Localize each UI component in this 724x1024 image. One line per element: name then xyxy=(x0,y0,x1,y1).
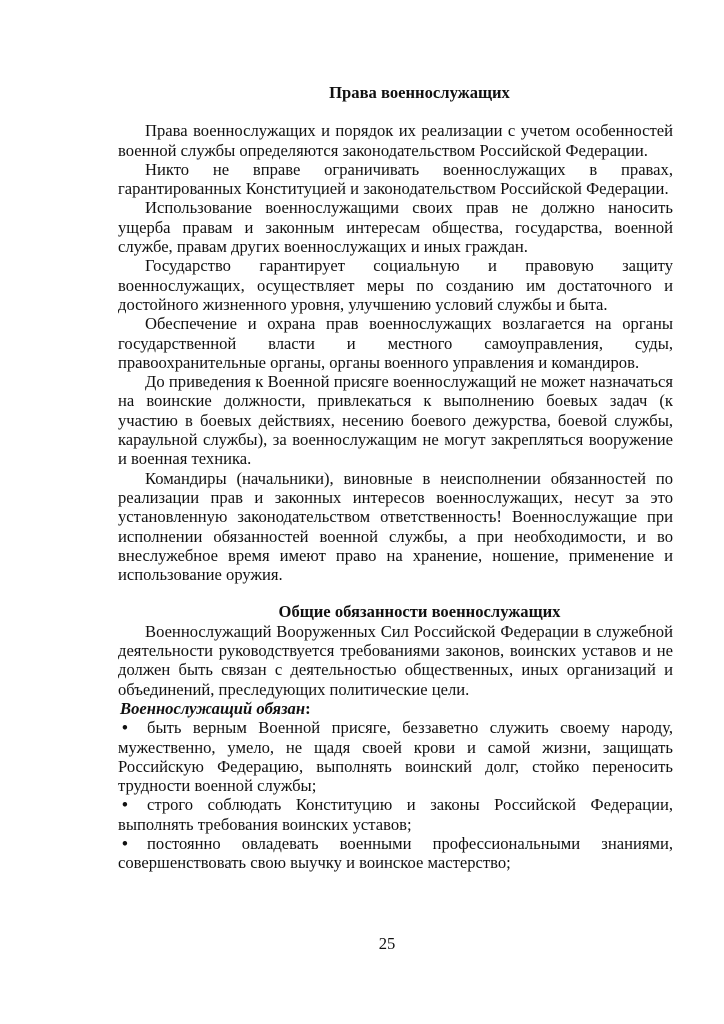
page-number: 25 xyxy=(378,934,396,953)
bullet-icon: • xyxy=(122,795,128,815)
duty-bullet-text: строго соблюдать Конституцию и законы Российской Федерации, выполнять требования воинских уставов; xyxy=(118,795,673,834)
duty-bullet-1 xyxy=(118,718,673,795)
rights-paragraph-7: Командиры (начальники), виновные в неисполнении обязанностей по реализации прав и законных интересов военнослужащих, несут за это установленную законодательством ответственность! Военнослужащие при исполнении обязанностей военной службы, а при необходимости, и во внеслужебное время имеют право на хранение, ношение, применение и использование оружия. xyxy=(118,468,673,585)
rights-paragraph-5: Обеспечение и охрана прав военнослужащих возлагается на органы государственной власти и местного самоуправления, суды, правоохранительные органы, органы военного управления и командиров. xyxy=(118,314,673,372)
rights-paragraph-4: Государство гарантирует социальную и правовую защиту военнослужащих, осуществляет меры по созданию им достаточного и достойного жизненного уровня, улучшению условий службы и быта. xyxy=(118,256,673,314)
bullet-icon: • xyxy=(122,833,128,853)
duty-bullet-text: постоянно овладевать военными профессиональными знаниями, совершенствовать свою выучку и воинское мастерство; xyxy=(118,833,673,873)
rights-paragraph-1: Права военнослужащих и порядок их реализации с учетом особенностей военной службы определяются законодательством Российской Федерации. xyxy=(118,121,673,160)
obligation-colon: : xyxy=(305,698,311,718)
duty-bullet-text: быть верным Военной присяге, беззаветно служить своему народу, мужественно, умело, не щадя своей крови и самой жизни, защищать Российскую Федерацию, выполнять воинский долг, стойко переносить трудности военной службы; xyxy=(118,718,673,796)
section-title-duties: Общие обязанности военнослужащих xyxy=(278,602,561,622)
bullet-icon: • xyxy=(122,718,128,738)
page-content xyxy=(118,83,673,873)
duty-bullet-2 xyxy=(118,795,673,834)
rights-paragraph-6: До приведения к Военной присяге военнослужащий не может назначаться на воинские должности, привлекаться к выполнению боевых задач (к участию в боевых действиях, несению боевого дежурства, боевой службы, караульной службы), за военнослужащим не могут закрепляться вооружение и военная техника. xyxy=(118,372,673,469)
obligation-heading-text: Военнослужащий обязан xyxy=(120,698,306,718)
section-title-rights: Права военнослужащих xyxy=(329,83,510,102)
rights-paragraph-3: Использование военнослужащими своих прав не должно наносить ущерба правам и законным интересам общества, государства, военной службе, правам других военнослужащих и иных граждан. xyxy=(118,198,673,257)
obligation-heading xyxy=(118,699,673,718)
rights-paragraph-2: Никто не вправе ограничивать военнослужащих в правах, гарантированных Конституцией и законодательством Российской Федерации. xyxy=(118,159,673,199)
duty-bullet-3 xyxy=(118,834,673,873)
duties-intro-paragraph: Военнослужащий Вооруженных Сил Российской Федерации в служебной деятельности руководствуется требованиями законов, воинских уставов и не должен быть связан с деятельностью общественных, иных организаций и объединений, преследующих политические цели. xyxy=(118,621,673,699)
